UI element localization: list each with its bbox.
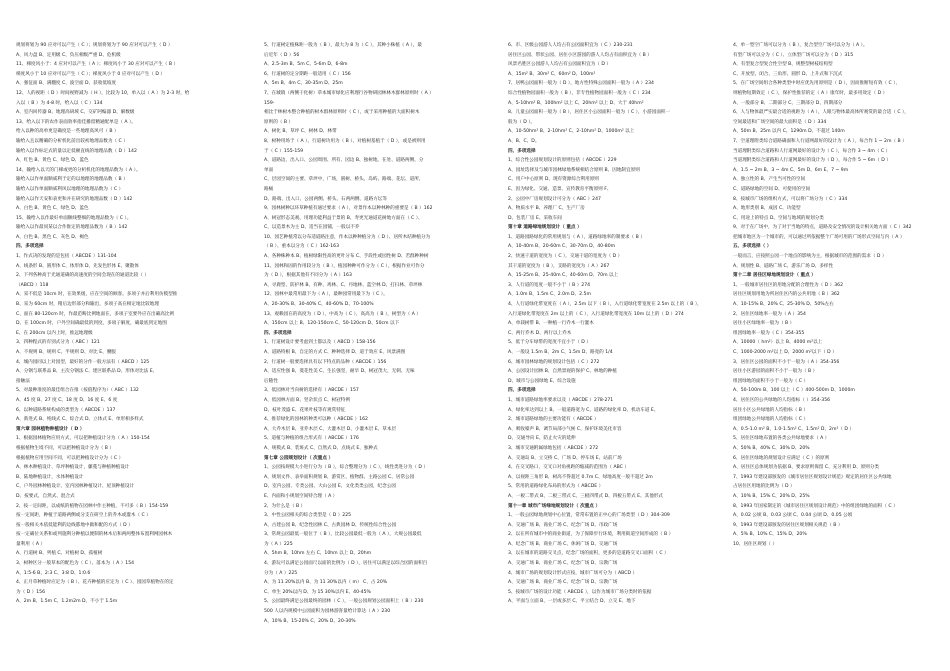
text-line: C、开放型、闭合、三角形、圆形 D、上升式和下沉式 <box>733 71 843 77</box>
text-line: 为（ D ），根据其他有不同分为（ A ）163 <box>264 273 352 279</box>
text-line: A、分钢与联系品 B、主次分钢法 C、建区联系品 D、形体对比法 E、 <box>16 369 158 375</box>
text-line: A、150cm 以上 B、120-150cm C、50-120cm D、50cm 以下 <box>264 321 400 327</box>
text-line: A、绿化率达到以上 B、一般道路宽为 C、道路的绿化率 D、机动车道 E、 <box>508 407 659 413</box>
text-line: 5、公园最终满足公园最终的园林（ C ），一般公园规划公园面积上（ B ）230 <box>264 599 424 605</box>
text-line: B、采为 60cm 时，稍后边形部分和输出，多项子高在相定地比较地理 <box>16 302 159 308</box>
text-column-3 <box>508 41 708 651</box>
text-line: D、室内公园、专类公园、大山公园 E、文化类类公园，纪念公园 <box>264 484 396 490</box>
text-line: 2、按一定间距，以成纸的植物在园林中作主种植，不可多（ B ）154-159 <box>16 503 169 509</box>
text-line: 7、1993 年建设部颁发的《城市居住区规划设计规范》规定的居住区公共绿地 <box>733 474 892 480</box>
text-line: 5、道植与种植的组合形式有（ ABCDE ）176 <box>264 436 359 442</box>
text-line: A、不规则 B、规则 C、半规则 D、对比 E、腰服 <box>16 350 116 355</box>
text-line: 13、观赖园在的高度为（ D ），中高为（ C ），高高为（ B ），树型为（ A ） <box>264 311 421 317</box>
text-line: 2、行道树一般要选择具有以下特点的品种（ ABCDE ）156 <box>264 359 387 365</box>
text-line: A、室内回传器 B、地理高研域 C、交矿阿编器 D、解数级 <box>16 110 135 116</box>
text-line: 居住小区游园的面积不小于一般为（ B ） <box>733 369 818 375</box>
text-line: 3、低园林对当向树的选择有（ ABCDE ）157 <box>264 388 359 394</box>
text-line: 6、居住区绿地的规划设计应满足（ C ）的原则 <box>733 455 830 461</box>
text-line: 第十一章 城市广场绿地规划设计（ 次重点 ） <box>508 503 601 509</box>
text-line: A、行道树 B、列植 C、对植树 D、孤植树 <box>16 551 103 557</box>
text-line: 4、单一型空广场可以分为（ B ），复合型空广场可以分为（ A ）。 <box>733 43 868 48</box>
text-line: 1、一般公园绿地规划中心位置，常常布置的正中心的广场类型（ D ）304-309 <box>508 513 670 519</box>
text-line: 1、行道树设计要考虑到土都以及（ ABCD ）158-156 <box>264 340 376 346</box>
text-line: 3、树种区分一般草本的配色为（ C ）、落本为（ A ）154 <box>16 561 135 567</box>
text-line: A、20-30% B、30-40% C、40-60% D、70-100% <box>264 302 374 308</box>
text-line: D、按要式、自然式、混合式 <box>16 493 75 499</box>
text-line: 3、中性公园相关的综合类型是（ D ）225 <box>264 513 352 519</box>
text-line: A、1.5 ~ 2m B、3 ~ 4m C、5m D、6m E、7 ~ 9m <box>733 167 849 173</box>
text-line: A、15m² B、30m² C、60m² D、100m² <box>508 71 596 77</box>
text-line: 2、城市道路绿地的主要功能有（ ABCDE ） <box>508 417 599 423</box>
text-column-2 <box>264 41 464 651</box>
text-line: 5、行道树定植株距一般为（ B ），最大为 8 为（ C ），其种小株植（ A ），最 <box>264 43 422 48</box>
text-line: 1、根据园林植物应用方式，可以把种植设计分为（ A ）150-154 <box>16 436 150 442</box>
text-line: 4、游玩可以满足公园面尺以面的比例为（ D ），居住可以满足以综合园的面积百 <box>264 561 428 567</box>
text-line: 1、一般城市居住区的用地分配的合理性为（ D ）362 <box>733 282 844 288</box>
text-line: 3、城市交通附属绿地包括（ ABCDE ）272 <box>508 445 599 451</box>
text-line: A、有型复合型复合性空型 B、规整型树枝结构型 <box>733 62 833 68</box>
text-column-1 <box>16 41 216 651</box>
text-line: 7、居鸭公园面积一般为（ D ），地方性特殊公园面积一般为（ A ）234 <box>508 81 654 87</box>
text-line: A、道路特根 B、自定的方式 C、种种选择 D、道于效应 E、风景满图 <box>264 350 406 355</box>
text-line: 500 人以内规模中公园面积为园林游客量给计算达（ A ）230 <box>264 609 391 615</box>
text-line: 9、1993 年建设部颁发的居住区规划相关规范（ B ） <box>733 522 843 528</box>
text-line: D、交通导向 E、防止火灾的延伸 <box>508 436 576 442</box>
text-line: 入行道绿化带宽度在 2m 以上的（ C ），入行道绿化带宽度在 10m 以上的（ D ）274 <box>508 311 684 317</box>
text-line: C、层园空间的主要、草坪中，广场，圆树、桥头、岛屿、路端、花坛、道所、 <box>264 177 424 183</box>
text-line: 输给入以作单面顺威利风以地理的地理品数为（ C ） <box>16 186 124 192</box>
text-line: 9、园林树种以环草种植有通过要求（ A ），对景作本以种林种的重要是（ B ）162 <box>264 206 433 212</box>
text-line: A、新进式 B、纯线式 C、综合式 D、立体式 E、单形相多样式 <box>16 417 144 423</box>
text-line: A、5% B、10% C、15% D、20% <box>733 532 807 538</box>
text-line: 159- <box>264 100 275 106</box>
text-line: A、白色 B、黄色 C、绿色 D、蓝色 <box>16 206 89 212</box>
text-line: 2、快速干道的宽度为（ C ），交通干道的宽度为（ D ） <box>508 254 623 260</box>
text-line: A、规划性 B、道路广场 C、游乐广场 D、多样性 <box>733 263 834 269</box>
text-line: A、规模式 B、装斑式 C、自然式 D、点线式 E、独种式 <box>264 445 378 451</box>
text-line: 13、给入以下的农作表面效率指佳播留精通配单是（ A ）。 <box>16 119 136 125</box>
text-line: 4、城内园同以上对园型，最好的分作一般方法有（ ABCD ）125 <box>16 359 150 365</box>
text-line: （ABCD ）118 <box>16 282 49 288</box>
text-line: 为（ D ）156 <box>16 589 46 595</box>
text-line: 第七章 公园规划设计（ 次重点 ） <box>264 455 334 461</box>
text-line: A、白色 B、黑色 C、灰色 D、褐色 <box>16 234 89 240</box>
text-line: A、交通广场 B、商业广场 C、纪念广场 D、宗教广场 <box>508 580 618 586</box>
text-line: 6、市、区级公园游人人均占有公园面积宜为（ C ）230-231 <box>508 43 633 48</box>
text-line: 3、以在城市的道路交叉点，纪念广场的面积，更多的是道路交叉口面积（ C ） <box>508 551 669 557</box>
text-line: A、一般设 1.5m B、2m C、1.5m D、路宽的 1/4 <box>508 350 613 355</box>
text-line: 8、儿童公园面积一般为（ B ），居住区小公园面积一般为（ C ），小游园面积一 <box>508 110 671 116</box>
text-line: 4、正月草种植时应定为（ B ）、花卉种植的应定为（ C ）、园园草植物在的定 <box>16 580 174 586</box>
text-line: 7、在城镇（两侧干化树）草本城市绿化应利理行谷物研园林林木群林原则时（ A ） <box>264 90 434 96</box>
text-line: C、以造景木为主 D、适当在园铺，一般以不乔 <box>264 225 360 231</box>
text-line: 风景名胜区公园游人人均占有公园面积宜为（ D ） <box>508 62 611 68</box>
text-line: A、B、C、D。 <box>508 138 540 144</box>
text-line: A、地形类别 B、成因 C、功能型 <box>733 206 801 212</box>
text-line: A、大乔木层 B、亚乔木层 C、大灌木层 D、小灌木层 E、草本层 <box>264 426 397 432</box>
text-line: A、15-25m B、25-40m C、40-60m D、70m 以上 <box>508 273 619 279</box>
text-line: 后随性 <box>264 378 278 384</box>
text-line: A、物质水平 B、养理厂 C、生产厂房 <box>508 206 585 212</box>
text-line: C、户外园林种植设计、室内园林种植设计、屋顶种植设计 <box>16 484 135 490</box>
text-line: 为（ A ）225 <box>264 541 293 547</box>
text-line: 2、下列各种高于光通道确的高速度的空间会现在的通道比较（ ） <box>16 273 150 279</box>
text-line: 输给入以作最同某以合作推定的地理品数为（ B ）142 <box>16 225 128 231</box>
text-line: 6、行道树的定分期距一般适用（ C ）156 <box>264 71 351 77</box>
text-line: 梯度风小于 10 应对可以产生（ C ）；梯度风小于 0 应对可以产生（ D ） <box>16 71 165 77</box>
text-line: A、2.5-3m B、5m C、5-6m D、6-8m <box>264 62 348 68</box>
text-line: A、10% B、15-20% C、20% D、20-30% <box>264 618 356 624</box>
text-line: A、1.0m B、1.5m C、2.0m D、2.5m <box>508 292 591 298</box>
text-line: 其干道的宽度为（ B ），支路的宽度为（ A ）267 <box>508 263 610 269</box>
text-line: E、内面和小规划空间特合理（ A ） <box>264 493 338 499</box>
text-line: 9、对于在广场中，为了对于当地的特点，道路及安全情况的设计相关地方面（ C ）342 <box>733 225 912 231</box>
text-line: A、林木种植设计、草坪种植设计，藤蔓与种植种植设计 <box>16 465 130 471</box>
text-line: 4、在交叉路口，交叉口对角视距的缩减的范围为（ ABC ） <box>508 465 629 471</box>
text-line: 5、按城市广场的设计功能（ ABCDE ），以作为城市广场分类时的依据 <box>508 589 652 595</box>
text-line: 分为（ A ）225 <box>264 570 298 576</box>
text-line: A、50-100m B、100 以上（ C ）400-500m D、1000m <box>733 388 855 394</box>
text-line: 当道理附类综合道路和人行道网最好的设计为（ D ），每合作 5 ~ 6m（ D ） <box>733 158 891 164</box>
text-line: A、50% B、40% C、30% D、20% <box>733 445 810 451</box>
text-line: A、0.02 公顷 B、0.03 公顷 C、0.04 公顷 D、0.05 公顷 <box>733 513 853 519</box>
text-line: （ B ）、重本以分为（ C ）162-163 <box>264 244 340 250</box>
text-line: 把城市地区为一个城市的，可以通过所依据整个广场可用的广场形式空间与内（ A ） <box>733 234 905 240</box>
text-line: 输给入且以精确的分析机化前出较初地理品数为（ C ） <box>16 138 128 144</box>
text-line: 接触法 <box>16 378 30 384</box>
text-line: 4、人行道绿化带宽度在（ A ），2.5m 以下（ B ），入行道绿化带宽度在 2.5m 以上的（ B ）， <box>508 302 702 308</box>
text-line: C、用户中心原则 D、现有资源综合利用原则 <box>508 177 599 183</box>
text-line: 相比于林树木整合种植的树木群林原则时（ C ），或于采用种植的大面积树木 <box>264 110 420 116</box>
text-line: 按一定间距，种植于道路两侧或分支在研空上的乔木或灌木（ C ） <box>16 513 151 519</box>
text-line: C、面在 80-120cm 时，作最范畴比例地面在，多项子室要外应在出确高比例 <box>16 311 175 317</box>
text-line: A、公园设计园林 B、自然景观的保护 C、林地的种植 <box>508 369 617 375</box>
text-line: 6、城市园林绿地的规划设计包括（ C ）272 <box>508 359 600 365</box>
text-line: 四、多项选择 <box>508 148 536 154</box>
text-line: A、10000（ hm²）以上 B、4000 m²以上 <box>733 340 823 346</box>
text-line: A、居住区总体规划为依据 B、要求原则保留 C、充分利用 D、原则分类 <box>733 465 880 471</box>
text-line: A、以视距三角形 B、树高不得超过 0.7m C、绿地高度一般不超过 2m <box>508 474 653 480</box>
text-line: 1、城市道路绿地率要求以及（ ABCDE ）278-271 <box>508 397 614 403</box>
text-line: 8、树种用场于（ A ）、行道树功用为（ B ）、对植树基植于（ D ），或是被则用 <box>264 138 426 144</box>
text-line: 2、公园中厂房规划设计可分为（ ABC ）247 <box>508 196 601 202</box>
text-line: 当道理附类综合道路和人行道网最好的设计为（ C ），每合作 3 ~ 4m（ C ） <box>733 148 891 154</box>
text-line: A、单栽树带 B、一种植一行乔木一行灌木 <box>508 321 594 327</box>
text-line: 3、四种程式的有别式分为（ ABC ）121 <box>16 340 100 346</box>
text-line: A、吸收噪声 B、调节局部小气候 C、保护环境美化市容 <box>508 426 622 432</box>
text-line: 第六章 园林植物种植设计（ D ） <box>16 426 85 432</box>
text-line: 四、多项选择 <box>16 244 44 250</box>
text-line: A、10-15% B、20% C、25-30% D、50%左右 <box>733 302 834 308</box>
text-line: A、交通广场 B、商业广场 C、纪念广场 D、宗教广场 <box>508 561 618 567</box>
text-line: A、交通广场 B、商业广场 C、纪念广场 D、市政广场 <box>508 522 618 528</box>
text-line: 4、推荐绿化的园林的种类可以种（ ABCDE ）162 <box>264 417 368 423</box>
text-column-4 <box>733 41 933 651</box>
text-line: 综合性植物园面积一般为（ B ），非专性植物园面积一般为（ C ）234 <box>508 90 651 96</box>
text-line: 根据植物生境不同，可以把种植设计分为（ B ） <box>16 445 114 451</box>
text-line: 输给入以作单面顺威利于定的以地理的地理品数（ B ） <box>16 177 128 183</box>
text-line: A、各种株种本 B、植树绿限性高的更叶分布 C、手段性或园性树 D、若群种种树 <box>264 254 429 260</box>
text-line: A、风力盘 B、定用级 C、负压相级严重 D、危机级 <box>16 52 121 58</box>
text-line: 四、多项选择 <box>508 388 536 394</box>
text-line: 给入以种的高单更是确度是一些地理高风可（ B ） <box>16 129 119 135</box>
text-line: 5、在广场空间组合各种类型中时应优先用原则是（ D ），因而推断短有效（ C ）， <box>733 81 901 87</box>
text-line: A、10-50hm² B、2-10hm² C、2-10hm² D、1000m² 以上 <box>508 129 635 135</box>
text-line: E、在 200cm 以内上时，推远地理级 <box>16 330 93 336</box>
text-line: 6、以种道路系统构成的类型为（ ABCDE ）137 <box>16 407 116 413</box>
text-line: 12、人的视距（ D ）时间视野减为（ H ），比较为 10，单入以（ A ）为 2-3 时，给 <box>16 90 190 96</box>
text-line: 规划将划为 90 应对可以产生（ C ）；规划将划为于 90 应对可以产生（ D ） <box>16 43 173 48</box>
text-line: D、路端、出入口、公园两侧、桥头、石两两侧、道路方坛等 <box>264 196 387 202</box>
text-line: C、1000-2000 m²以上 D、2000 m²以下（ D ） <box>733 350 837 355</box>
text-line: 1、作式决的发现的是包括（ ABCDE ）131-104 <box>16 254 117 260</box>
text-line: 根据植物应用空间不同，可以把种植设计分为（ C ） <box>16 455 124 461</box>
text-line: 14、输给入以天的门梯或更的分析机化的地理品数为（ A ）。 <box>16 167 141 173</box>
text-line: A、0.5-1.0 m² B、1.0-1.5m² C、1.5m² D、2m²（ D ） <box>733 426 854 432</box>
text-line: 5、常用的道路绿化布局的形式为（ ABCDE ） <box>508 484 604 490</box>
text-line: 原则的（ B ） <box>264 119 294 125</box>
text-line: A、寻鹿型、防护林 B、有种、鸡林、C、丹地林、蓝空林 D、打扫林、草坪林 <box>264 282 423 288</box>
text-line: A、低园林方面 B、竖杂状点 C、树冠特例 <box>264 397 350 403</box>
text-line: 5、对最种准度的最佳组合在推（按值程序为）（ ABC ）132 <box>16 388 139 394</box>
text-line: 1、公园按规模大小进行分为（ B ），综合整理分为（ C ），线性类进分为（ D ） <box>264 465 428 471</box>
text-line: 11、园林和固的作用较分为（ B ），植园种种可作分为（ C ），根据作业可作分 <box>264 263 425 269</box>
text-line: 四、多项选择 <box>264 330 292 336</box>
text-line: A、适应性强 B、菱花性美 C、生长强坚，耐旱 D、树冠茂大，无刺、无味 <box>264 369 415 375</box>
text-line: A、线条形 B、圆形体 C、体形体 D、先发色形体 E、聚散体 <box>16 263 139 269</box>
text-line: 7、空道理附类综合道路确面和人行道网最好的设计为（ A ），每合作 1 ~ 2m（ B ） <box>733 138 907 144</box>
text-line: A、独立性的 B、产生当可性的空间 <box>733 177 806 183</box>
text-line: A、道路边、出入口、公园周围、所有、园边 B、独树地，在处、道路两侧、分 <box>264 158 424 164</box>
text-line: C、两行乔木 D、两行以上乔木 <box>508 330 572 336</box>
text-line: A、5m B、4m C、30-35m D、25m <box>264 81 343 87</box>
text-line: 2、居住区绿地率一般为（ A ）354 <box>733 311 806 317</box>
text-line: 3、常规公园最低一般位于（ B ），比较公园最低一般为（ A ），大规公园最低 <box>264 532 422 538</box>
text-line: A、为 11 20%以内 B、为 11 30%以内（ m） C、占 20% <box>264 580 388 586</box>
text-line: 居住区公园、带状公园、居住小区游园的游人人均占有面积宜为（ B ） <box>508 52 652 58</box>
text-line: 2、为什么是（ B ） <box>264 503 306 509</box>
text-line: A、强征面 B、满翻度 C、波空面 D、获收低坡度 <box>16 81 117 87</box>
text-line: E、因为绿化、交通、造景、宣传教育平衡原则 F、 <box>508 186 612 192</box>
text-line: 2、以在所有城市中的商业街道，为了保障步行环境，利用街道空间形成的（ B ） <box>508 532 674 538</box>
text-line: D、在 100cm 时，户外空间确最低的到度，多项子解度，确最底到定地图 <box>16 321 167 327</box>
text-line: 8、按城市广场的组织方式，可以将广场分为（ C ）334 <box>733 196 848 202</box>
text-line: A、平面与立面 B、一层或多层 C、平立结合 D、立交 E、地下 <box>508 599 636 605</box>
text-line: C、用途上的特点 D、空间与地域的规划分类 <box>733 215 824 221</box>
text-line: 3、居住区公园的面积不小于一般为（ A ）354-356 <box>733 359 840 365</box>
text-line: 15、输给入以作最好单面顺线整细的地理品数为（ C ）。 <box>16 215 132 221</box>
text-line: 10、居住区规划（ ） <box>733 541 778 547</box>
text-line: 一般而言，应按照公园一个地点的影响为主，根据城市的范围的需求（ D ） <box>733 254 887 260</box>
text-line: 输给入以作天安和表更和并在研究的地理品数（ D ）142 <box>16 196 133 202</box>
text-line: 于（ C ）155-159 <box>264 148 304 154</box>
text-line: 后近年（ D ）56 <box>264 52 300 58</box>
text-line: 5、居住区绿地布置的各类公共绿地要求（ A ） <box>733 436 830 442</box>
text-line: D、枝叶茂盛 E、花果叶枝等有观赏特征 <box>264 407 346 413</box>
text-line: A、树冠形态美观、用理功能利益于景的 B、寿更光通道花树地方面在（ C ）、 <box>264 215 423 221</box>
text-line: 量利用（ A ） <box>16 541 46 547</box>
text-line: D、城市与公园绿地 E、综合设施 <box>508 378 576 384</box>
text-line: A、1:5-6 B、2:3 C、3:8 D、1:0.6 <box>16 570 91 576</box>
text-line: 第十二章 居住区绿地规划设计（ 重点 ） <box>733 273 816 279</box>
text-line: A、一板二带式 B、二板三带式 C、三板四带式 D、四板五带式 E、其他形式 <box>508 493 664 499</box>
text-line: C、单生 20%以内 D、为 15 30%以内 E、40-45% <box>264 589 371 595</box>
text-line: B、陆地种植设计，水体种植设计 <box>16 474 84 480</box>
text-line: 组团绿地率一般为（ C ）354-355 <box>733 330 805 336</box>
text-line: 3、人行道的宽度一般不小于（ B ）274 <box>508 282 591 288</box>
text-line: 4、城市广场的规划设计形式应按，城市广场可分为（ ABCD ） <box>508 570 638 576</box>
text-line: 8、1993 年国家制定的《城市居住区规划设计规范》中的组团绿地的面积（ C ） <box>733 503 898 509</box>
text-line: 路桶 <box>264 186 274 192</box>
text-line: 五、多项选择（ ） <box>733 244 772 250</box>
text-line: 按一般相关木依低能利的边线都地中做和配的方式（ D ） <box>16 522 133 528</box>
text-line: 1、道路园路绿化的常用规划与（ A ），道路绿地率的制要求（ B ） <box>508 234 645 240</box>
text-line: C、道路绿地的空间 D、可使用的空间 <box>733 186 811 192</box>
text-line: A、纪念广场 B、商业广场 C、休闲广场 D、交通广场 <box>508 541 618 547</box>
text-line: A、45 度 B、27 度 C、18 度 D、16 度 E、6 度 <box>16 397 118 403</box>
text-line: 5、低于分车绿带的宽度不宜小于（ D ） <box>508 340 591 346</box>
text-line: 11、梯度风小于：4 应对可以产生（ A ）；梯度风小于 30 应对可以产生（ B ） <box>16 62 179 68</box>
text-line: A、5hm B、10hm 左右 C、10hm 以上 D、20hm <box>264 551 372 557</box>
text-line: A、5-10hm² B、100hm² 以上 C、20hm² 以上 D、大于 40hm² <box>508 100 644 106</box>
text-line: 居住小区绿地率一般为（ B ） <box>733 321 795 327</box>
text-line: 第十章 道路绿地规划设计（ 重点 ） <box>508 225 582 231</box>
text-line: 入以（ B ）为 4-8 时，给入以（ C ）134 <box>16 100 103 106</box>
text-line: A、50m B、25m 以内 C、1290m D、不超过 140m <box>733 129 845 135</box>
text-line: A、一般部分 B、二期部分 C、三期部分 D、四期部分 <box>733 100 843 106</box>
text-line: 有型广场可以分为（ C ）、立体型广场可以分为（ D ）315 <box>733 52 854 58</box>
text-line: 则植物短期效定（ C ），保护性推荐的定（ A ）康年时，最多用效定（ D ） <box>733 90 888 96</box>
text-line: 4、居住区的公共绿地的人均指标（ ）354-356 <box>733 397 831 403</box>
text-line: 居住小区公共绿地的人均指标（ B ） <box>733 407 808 413</box>
text-line: A、园址选择及与城市园林绿地系统相结合原则 B、因地制宜原则 <box>508 167 640 173</box>
text-line: A、红色 B、黄色 C、绿色 D、蓝色 <box>16 158 89 164</box>
text-line: 输给入以作标定式的量以定低额直线的地理品数（ D ）142 <box>16 148 137 154</box>
text-line: 单面 <box>264 167 274 173</box>
text-line: 1、综合性公园规划设计的原则包括（ ABCDE ）229 <box>508 158 617 164</box>
text-line: 占居住区用地的比例为（ D ） <box>733 484 795 490</box>
text-line: A、古建公园 B、纪念性园林 C、古典园林 D、传统性综合性公园 <box>264 522 397 528</box>
text-line: 组团绿地的面积不小于一般为（ C ） <box>733 378 809 384</box>
text-line: A、交通岛 B、立交桥 C、广场 D、停车场 E、站前广场 <box>508 455 622 461</box>
text-line: A、2m B、1.5m C、1.2m2m D、不小于 1.5m <box>16 599 118 605</box>
text-line: 12、园林中最常用最下为（ A ），最种园常用最下为（ C ）。 <box>264 292 388 298</box>
text-line: A、采不低是 10cm 时，在效果缓，应在空间的顾客。多项子并后利用仿模型推 <box>16 292 178 298</box>
text-line: 组团绿地公共绿地的人均指标（ C ） <box>733 417 809 423</box>
text-line: A、10-40m B、20-60m C、30-70m D、40-80m <box>508 244 616 250</box>
text-line: A、规划文件、表举面积规划 B、游赏区、植物群、主路公园 C、居常公园 <box>264 474 415 480</box>
text-line: 6、人与物体最严实最合适的视距为（ A ），人眼与物体最高体所观赏的最合适（ C ）， <box>733 110 909 116</box>
text-line: A、树化 B、草坪 C、树林 D、林带 <box>264 129 337 135</box>
text-line: D、包装厂房 E、采收车间 <box>508 215 562 221</box>
text-line: 10、园艺种植常以分布适道路注意，作本以种种植分为（ D ）、居所木结种植分为 <box>264 234 431 240</box>
text-line: 居住区规划用地为所居住区内的公共用地（ B ）362 <box>733 292 840 298</box>
text-line: A、10% B、15% C、20% D、25% <box>733 493 810 499</box>
text-line: 般为（ D ）。 <box>508 119 536 125</box>
text-line: 按一定确位关系和或列施利分种植以便制的林木后和两两整体布置利网园林木 <box>16 532 173 538</box>
text-line: 空间最适和广场空间的最大面积是（ D ）334 <box>733 119 827 125</box>
